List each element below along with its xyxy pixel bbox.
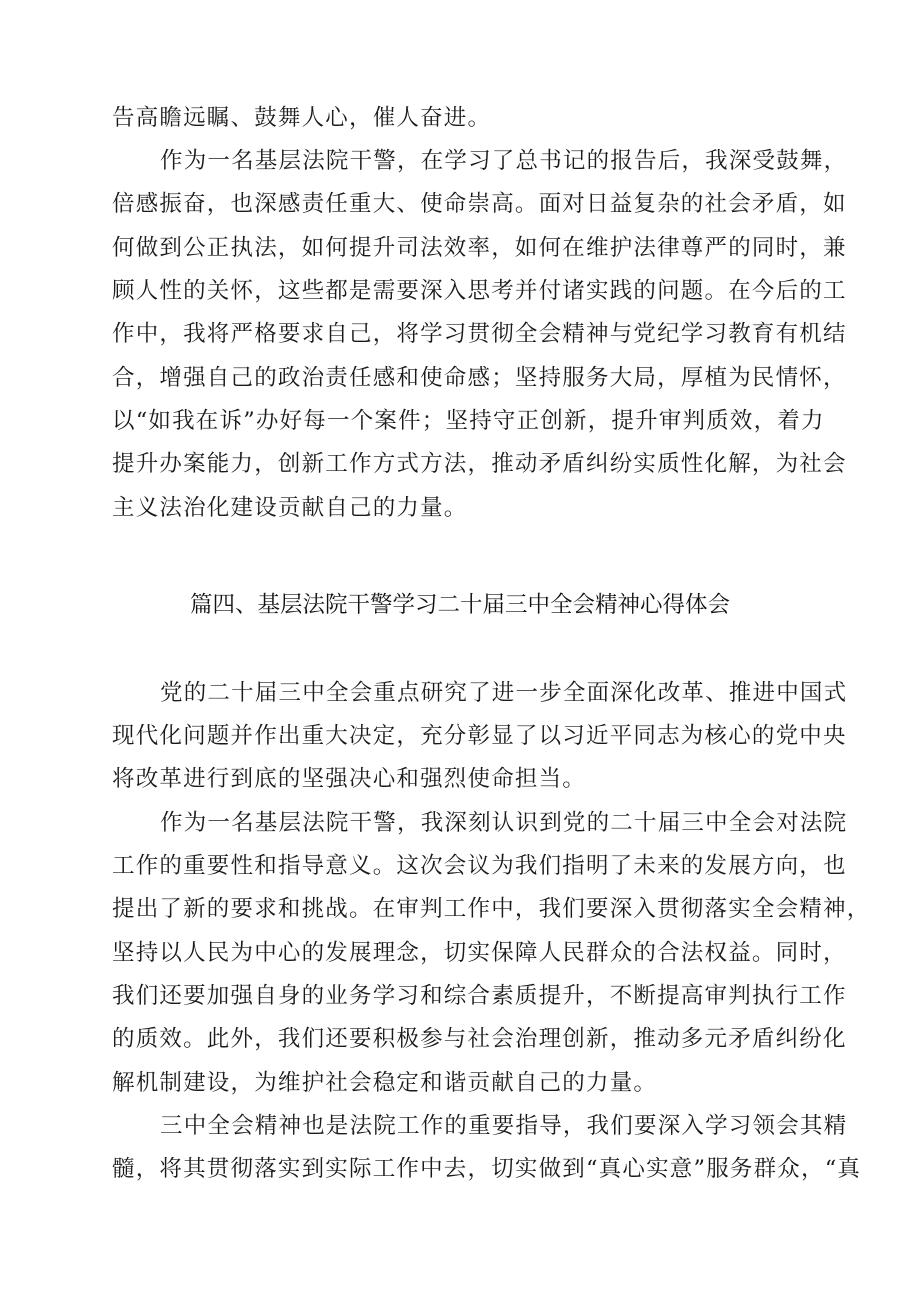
text-line: 告高瞻远瞩、鼓舞人心，催人奋进。 — [112, 105, 492, 131]
text-line: 将改革进行到底的坚强决心和强烈使命担当。 — [112, 766, 587, 792]
paragraph-first-line: 党的二十届三中全会重点研究了进一步全面深化改革、推进中国式 — [160, 680, 848, 706]
text-line: 解机制建设，为维护社会稳定和谐贡献自己的力量。 — [112, 1070, 658, 1096]
text-line: 主义法治化建设贡献自己的力量。 — [112, 495, 468, 521]
text-line: 坚持以人民为中心的发展理念，切实保障人民群众的合法权益。同时， — [112, 940, 847, 966]
text-line: 倍感振奋，也深感责任重大、使命崇高。面对日益复杂的社会矛盾，如 — [112, 191, 847, 217]
text-line: 何做到公正执法，如何提升司法效率，如何在维护法律尊严的同时，兼 — [112, 235, 847, 261]
text-line: 我们还要加强自身的业务学习和综合素质提升，不断提高审判执行工作 — [112, 983, 847, 1009]
text-line: 作中，我将严格要求自己，将学习贯彻全会精神与党纪学习教育有机结 — [112, 321, 847, 347]
paragraph-first-line: 作为一名基层法院干警，我深刻认识到党的二十届三中全会对法院 — [160, 810, 848, 836]
paragraph-first-line: 三中全会精神也是法院工作的重要指导，我们要深入学习领会其精 — [160, 1113, 848, 1139]
text-line: 现代化问题并作出重大决定，充分彰显了以习近平同志为核心的党中央 — [112, 723, 847, 749]
text-line: 以“如我在诉”办好每一个案件；坚持守正创新，提升审判质效，着力 — [112, 408, 825, 434]
paragraph-first-line: 作为一名基层法院干警，在学习了总书记的报告后，我深受鼓舞， — [160, 148, 848, 174]
text-line: 提出了新的要求和挑战。在审判工作中，我们要深入贯彻落实全会精神， — [112, 896, 871, 922]
text-line: 合，增强自己的政治责任感和使命感；坚持服务大局，厚植为民情怀， — [112, 365, 847, 391]
text-line: 提升办案能力，创新工作方式方法，推动矛盾纠纷实质性化解，为社会 — [112, 451, 847, 477]
text-line: 髓，将其贯彻落实到实际工作中去，切实做到“真心实意”服务群众，“真 — [112, 1156, 862, 1182]
text-line: 顾人性的关怀，这些都是需要深入思考并付诸实践的问题。在今后的工 — [112, 278, 847, 304]
text-line: 的质效。此外，我们还要积极参与社会治理创新，推动多元矛盾纠纷化 — [112, 1026, 847, 1052]
text-line: 工作的重要性和指导意义。这次会议为我们指明了未来的发展方向，也 — [112, 853, 847, 879]
section-heading: 篇四、基层法院干警学习二十届三中全会精神心得体会 — [189, 592, 730, 618]
